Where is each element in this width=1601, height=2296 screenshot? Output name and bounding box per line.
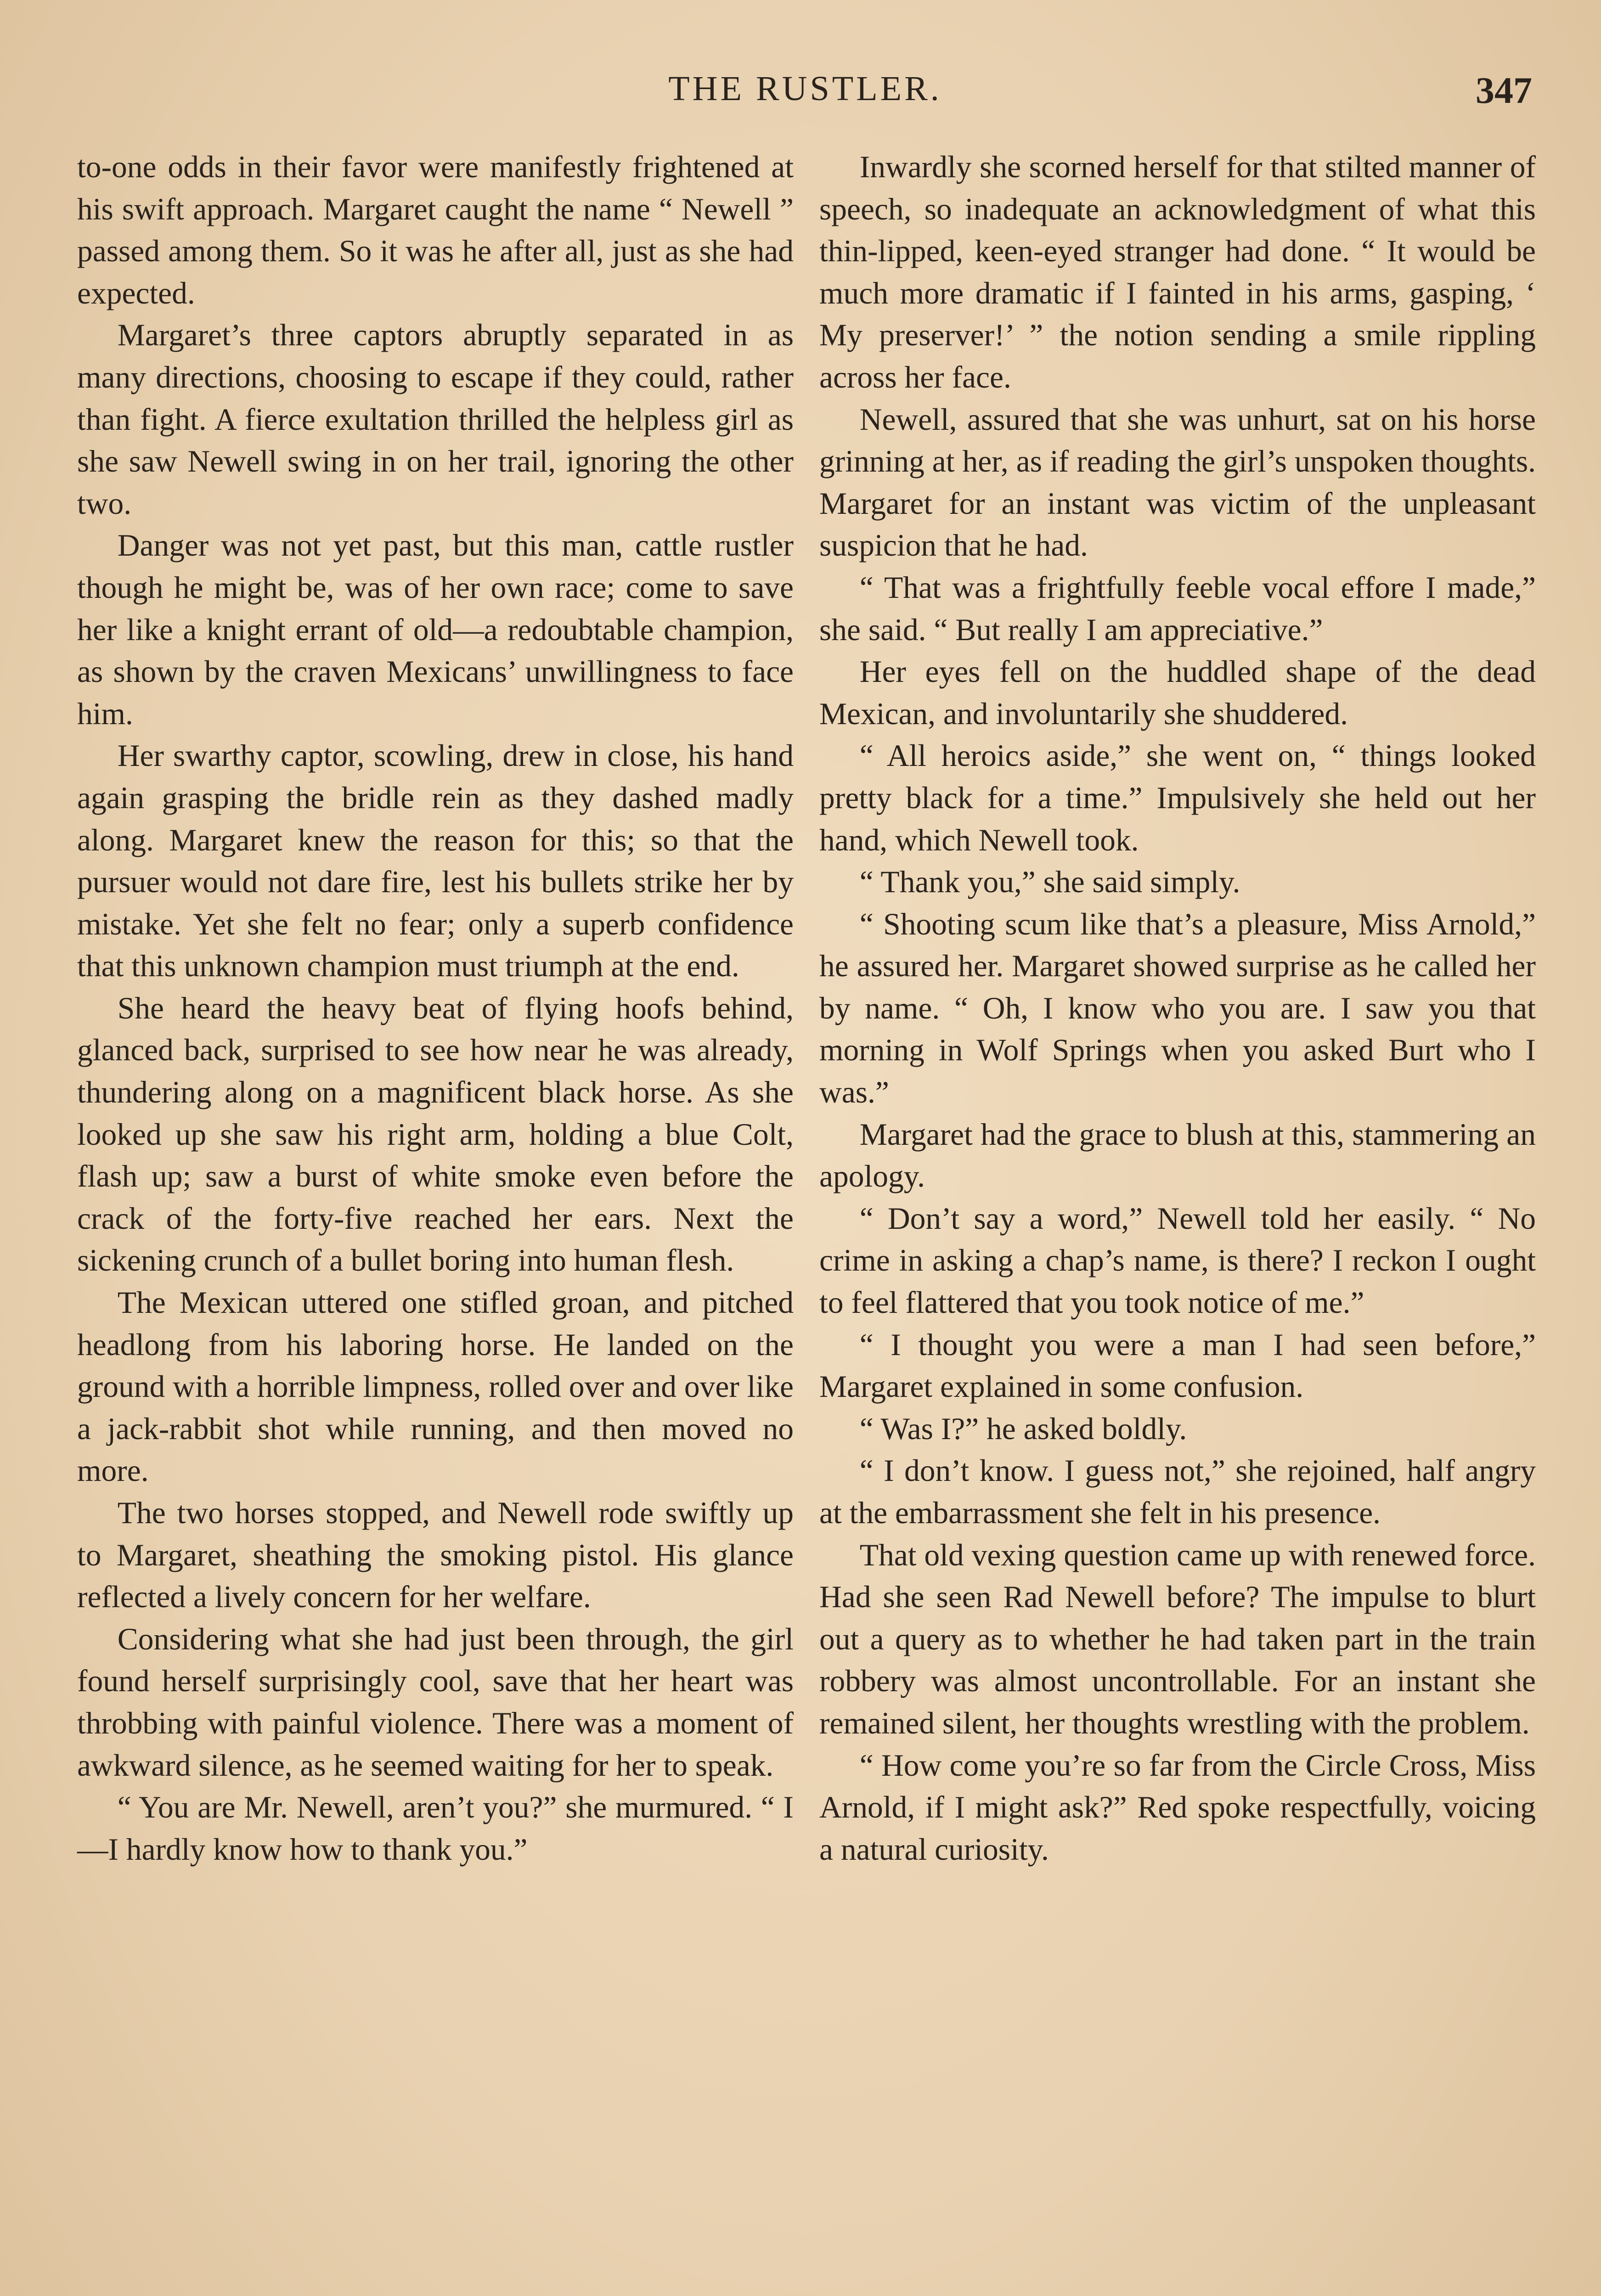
paragraph: The two horses stopped, and Newell rode swiftly up to Margaret, sheathing the smoking pistol. His glance reflected a lively concern for her welfare. [77,1496,794,1615]
left-column [77,146,794,1870]
paragraph: “ I don’t know. I guess not,” she rejoined, half angry at the embarrassment she felt in his presence. [819,1453,1536,1530]
paragraph: “ Don’t say a word,” Newell told her easily. “ No crime in asking a chap’s name, is there? I reckon I ought to feel flattered that you took notice of me.” [819,1201,1536,1320]
page-header [78,69,1532,119]
paragraph: “ Was I?” he asked boldly. [859,1411,1187,1446]
paragraph: Her eyes fell on the huddled shape of the dead Mexican, and involuntarily she shuddered. [819,654,1536,731]
running-title: THE RUSTLER. [668,69,942,108]
paragraph: “ How come you’re so far from the Circle Cross, Miss Arnold, if I might ask?” Red spoke respectfully, voicing a natural curiosity. [819,1748,1536,1867]
paragraph: “ I thought you were a man I had seen before,” Margaret explained in some confusion. [819,1327,1536,1404]
page-number: 347 [1476,69,1532,111]
paragraph: Inwardly she scorned herself for that stilted manner of speech, so inadequate an acknowledgment of what this thin-lipped, keen-eyed stranger had done. “ It would be much more dramatic if I fainted in his arms, gasping, ‘ My preserver!’ ” the notion sending a smile rippling across her face. [819,150,1536,394]
paragraph: Margaret’s three captors abruptly separated in as many directions, choosing to escape if they could, rather than fight. A fierce exultation thrilled the helpless girl as she saw Newell swing in on her trail, ignoring the other two. [77,318,794,521]
paragraph: to-one odds in their favor were manifestly frightened at his swift approach. Margaret caught the name “ Newell ” passed among them. So it was he after all, just as she had expected. [77,150,794,310]
paragraph: She heard the heavy beat of flying hoofs behind, glanced back, surprised to see how near he was already, thundering along on a magnificent black horse. As she looked up she saw his right arm, holding a blue Colt, flash up; saw a burst of white smoke even before the crack of the forty-five reached her ears. Next the sickening crunch of a bullet boring into human flesh. [77,990,794,1278]
paragraph: “ All heroics aside,” she went on, “ things looked pretty black for a time.” Impulsively she held out her hand, which Newell took. [819,738,1536,857]
paragraph: “ Shooting scum like that’s a pleasure, Miss Arnold,” he assured her. Margaret showed surprise as he called her by name. “ Oh, I know who you are. I saw you that morning in Wolf Springs when you asked Burt who I was.” [819,906,1536,1110]
paragraph: That old vexing question came up with renewed force. Had she seen Rad Newell before? The impulse to blurt out a query as to whether he had taken part in the train robbery was almost uncontrollable. For an instant she remained silent, her thoughts wrestling with the problem. [819,1537,1536,1740]
paragraph: Margaret had the grace to blush at this, stammering an apology. [819,1117,1536,1194]
paragraph: “ You are Mr. Newell, aren’t you?” she murmured. “ I—I hardly know how to thank you.” [77,1790,794,1867]
paragraph: Her swarthy captor, scowling, drew in close, his hand again grasping the bridle rein as they dashed madly along. Margaret knew the reason for this; so that the pursuer would not dare fire, lest his bullets strike her by mistake. Yet she felt no fear; only a superb confidence that this unknown champion must triumph at the end. [77,738,794,984]
paragraph: Considering what she had just been through, the girl found herself surprisingly cool, save that her heart was throbbing with painful violence. There was a moment of awkward silence, as he seemed waiting for her to speak. [77,1621,794,1783]
paragraph: “ Thank you,” she said simply. [859,865,1240,900]
right-column [819,146,1536,1870]
paragraph: The Mexican uttered one stifled groan, and pitched headlong from his laboring horse. He landed on the ground with a horrible limpness, rolled over and over like a jack-rabbit shot while running, and then moved no more. [77,1285,794,1488]
paragraph: Danger was not yet past, but this man, cattle rustler though he might be, was of her own race; come to save her like a knight errant of old—a redoubtable champion, as shown by the craven Mexicans’ unwillingness to face him. [77,528,794,731]
paragraph: Newell, assured that she was unhurt, sat on his horse grinning at her, as if reading the girl’s unspoken thoughts. Margaret for an instant was victim of the unpleasant suspicion that he had. [819,402,1536,563]
paragraph: “ That was a frightfully feeble vocal effore I made,” she said. “ But really I am appreciative.” [819,570,1536,647]
